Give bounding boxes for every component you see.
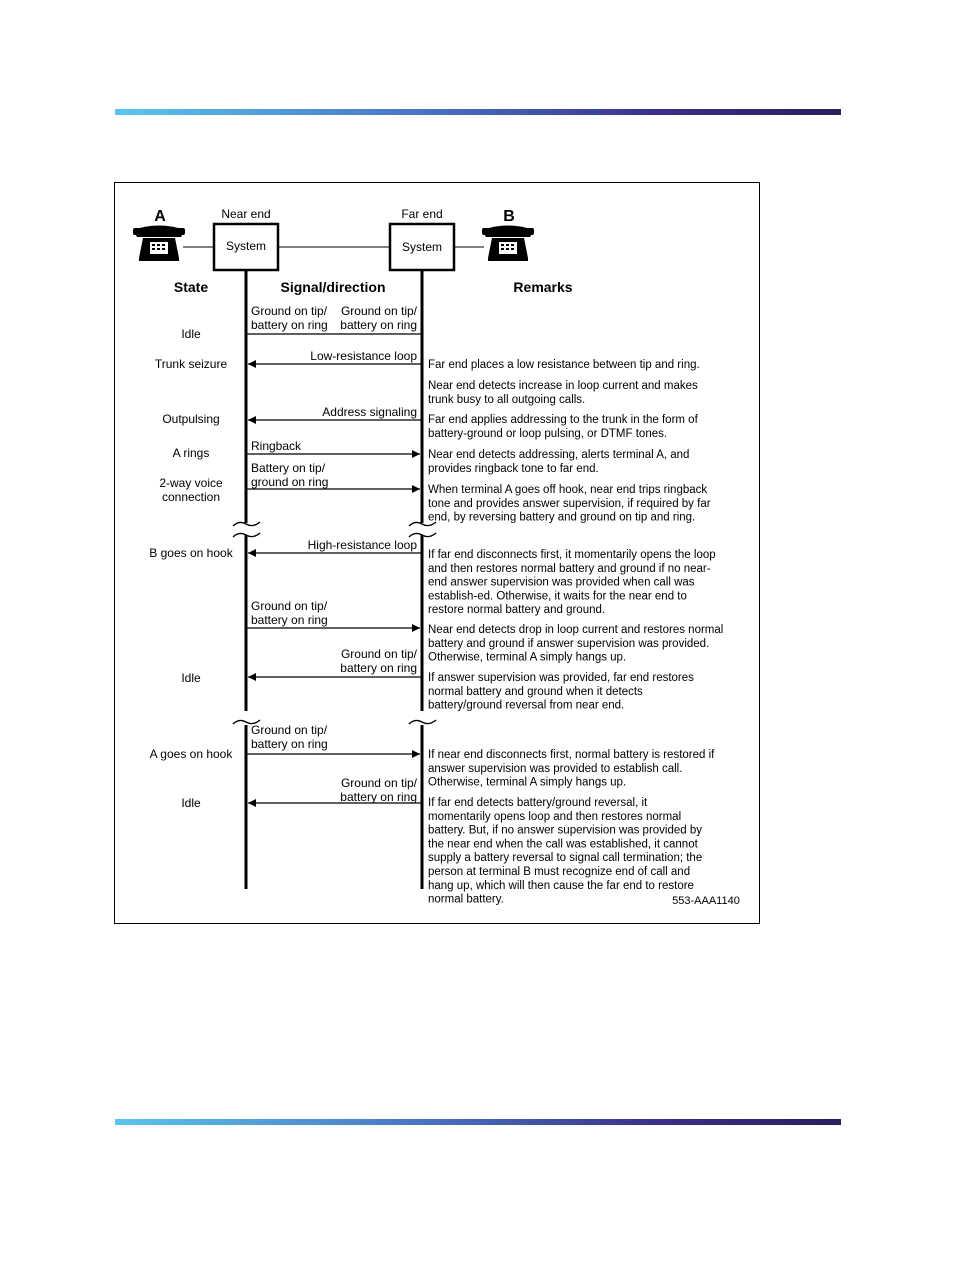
signal-ground-tip-2a: Ground on tip/	[340, 647, 417, 661]
signal-ground-tip-1a: Ground on tip/	[251, 599, 328, 613]
signal-ringback: Ringback	[251, 439, 302, 453]
signal-idle-left-2: battery on ring	[251, 318, 328, 332]
signal-idle-right-2: battery on ring	[340, 318, 417, 332]
state-a-on-hook: A goes on hook	[149, 747, 233, 761]
remark-line: If near end disconnects first, normal battery is restored if	[428, 749, 715, 761]
remarks-header: Remarks	[513, 279, 573, 295]
remark-line: end answer supervision was provided when call was	[428, 576, 695, 589]
near-end-label: Near end	[221, 207, 271, 221]
state-idle: Idle	[181, 327, 201, 341]
remark-line: battery. But, if no answer supervision was provided by	[428, 824, 703, 837]
remark-line: Far end applies addressing to the trunk in the form of	[428, 414, 698, 426]
remark-line: and then restores normal battery and ground if no near-	[428, 562, 711, 575]
remark-line: When terminal A goes off hook, near end trips ringback	[428, 484, 708, 496]
remark-line: If far end disconnects first, it momentarily opens the loop	[428, 549, 716, 561]
remark-line: Near end detects increase in loop current and makes	[428, 380, 698, 392]
signal-idle-left-1: Ground on tip/	[251, 304, 328, 318]
far-system-label: System	[401, 240, 443, 254]
remark-line: person at terminal B must recognize end of call and	[428, 866, 691, 878]
figure-frame	[114, 182, 760, 924]
signal-idle-right-1: Ground on tip/	[340, 304, 417, 318]
state-connection: connection	[161, 490, 221, 504]
remark-line: battery and ground if answer supervision was provided.	[428, 637, 710, 650]
signal-ground-tip-2b: battery on ring	[340, 661, 417, 675]
signal-address: Address signaling	[322, 405, 417, 419]
state-outpulsing: Outpulsing	[162, 412, 220, 426]
remark-line: provides ringback tone to far end.	[428, 462, 599, 475]
signaling-diagram	[115, 183, 759, 923]
telephone-a-icon	[133, 226, 185, 262]
remark-line: battery/ground reversal from near end.	[428, 699, 625, 712]
signal-high-resistance: High-resistance loop	[307, 538, 417, 552]
remark-line: supply a battery reversal to signal call termination; the	[428, 852, 703, 865]
signal-ground-tip-4b: battery on ring	[340, 790, 417, 804]
footer-rule	[115, 1119, 841, 1125]
remark-line: momentarily opens loop and then restores normal	[428, 810, 682, 823]
remark-line: hang up, which will then cause the far end to restore	[428, 879, 694, 892]
remark-line: Near end detects drop in loop current and restores normal	[428, 624, 724, 636]
remark-line: restore normal battery and ground.	[428, 604, 606, 617]
remark-line: If far end detects battery/ground reversal, it	[428, 797, 648, 809]
state-two-way-voice: 2-way voice	[159, 476, 223, 490]
header-rule	[115, 109, 841, 115]
state-trunk-seizure: Trunk seizure	[154, 357, 228, 371]
remark-line: Otherwise, terminal A simply hangs up.	[428, 776, 627, 789]
signal-ground-tip-4a: Ground on tip/	[340, 776, 417, 790]
remark-line: battery-ground or loop pulsing, or DTMF tones.	[428, 427, 668, 440]
remark-line: establish-ed. Otherwise, it waits for the near end to	[428, 590, 687, 603]
remark-line: tone and provides answer supervision, if required by far	[428, 497, 711, 510]
signal-ground-tip-3a: Ground on tip/	[251, 723, 328, 737]
remark-line: answer supervision was provided to establish call.	[428, 762, 683, 775]
signal-battery-tip-1: Battery on tip/	[251, 461, 326, 475]
signal-battery-tip-2: ground on ring	[251, 475, 329, 489]
remark-line: Near end detects addressing, alerts terminal A, and	[428, 449, 690, 461]
signal-ground-tip-1b: battery on ring	[251, 613, 328, 627]
terminal-b-label: B	[503, 208, 515, 225]
remark-line: the near end when the call was established, it cannot	[428, 838, 698, 851]
signal-header: Signal/direction	[280, 279, 386, 295]
telephone-b-icon	[482, 226, 534, 262]
remark-line: Otherwise, terminal A simply hangs up.	[428, 651, 627, 664]
figure-id: 553-AAA1140	[672, 895, 740, 907]
state-header: State	[173, 279, 209, 295]
remark-line: normal battery.	[428, 893, 504, 906]
signal-low-resistance: Low-resistance loop	[310, 349, 417, 363]
near-system-label: System	[225, 239, 267, 253]
remark-line: end, by reversing battery and ground on tip and ring.	[428, 511, 696, 524]
remark-line: trunk busy to all outgoing calls.	[428, 393, 586, 406]
remark-line: normal battery and ground when it detects	[428, 685, 643, 698]
remark-line: If answer supervision was provided, far end restores	[428, 672, 694, 684]
signal-ground-tip-3b: battery on ring	[251, 737, 328, 751]
state-idle-3: Idle	[181, 796, 201, 810]
far-end-label: Far end	[401, 207, 443, 221]
remark-line: Far end places a low resistance between tip and ring.	[428, 359, 700, 371]
terminal-a-label: A	[154, 208, 166, 225]
state-a-rings: A rings	[172, 446, 210, 460]
state-idle-2: Idle	[181, 671, 201, 685]
state-b-on-hook: B goes on hook	[149, 546, 233, 560]
remarks-column	[428, 359, 723, 906]
